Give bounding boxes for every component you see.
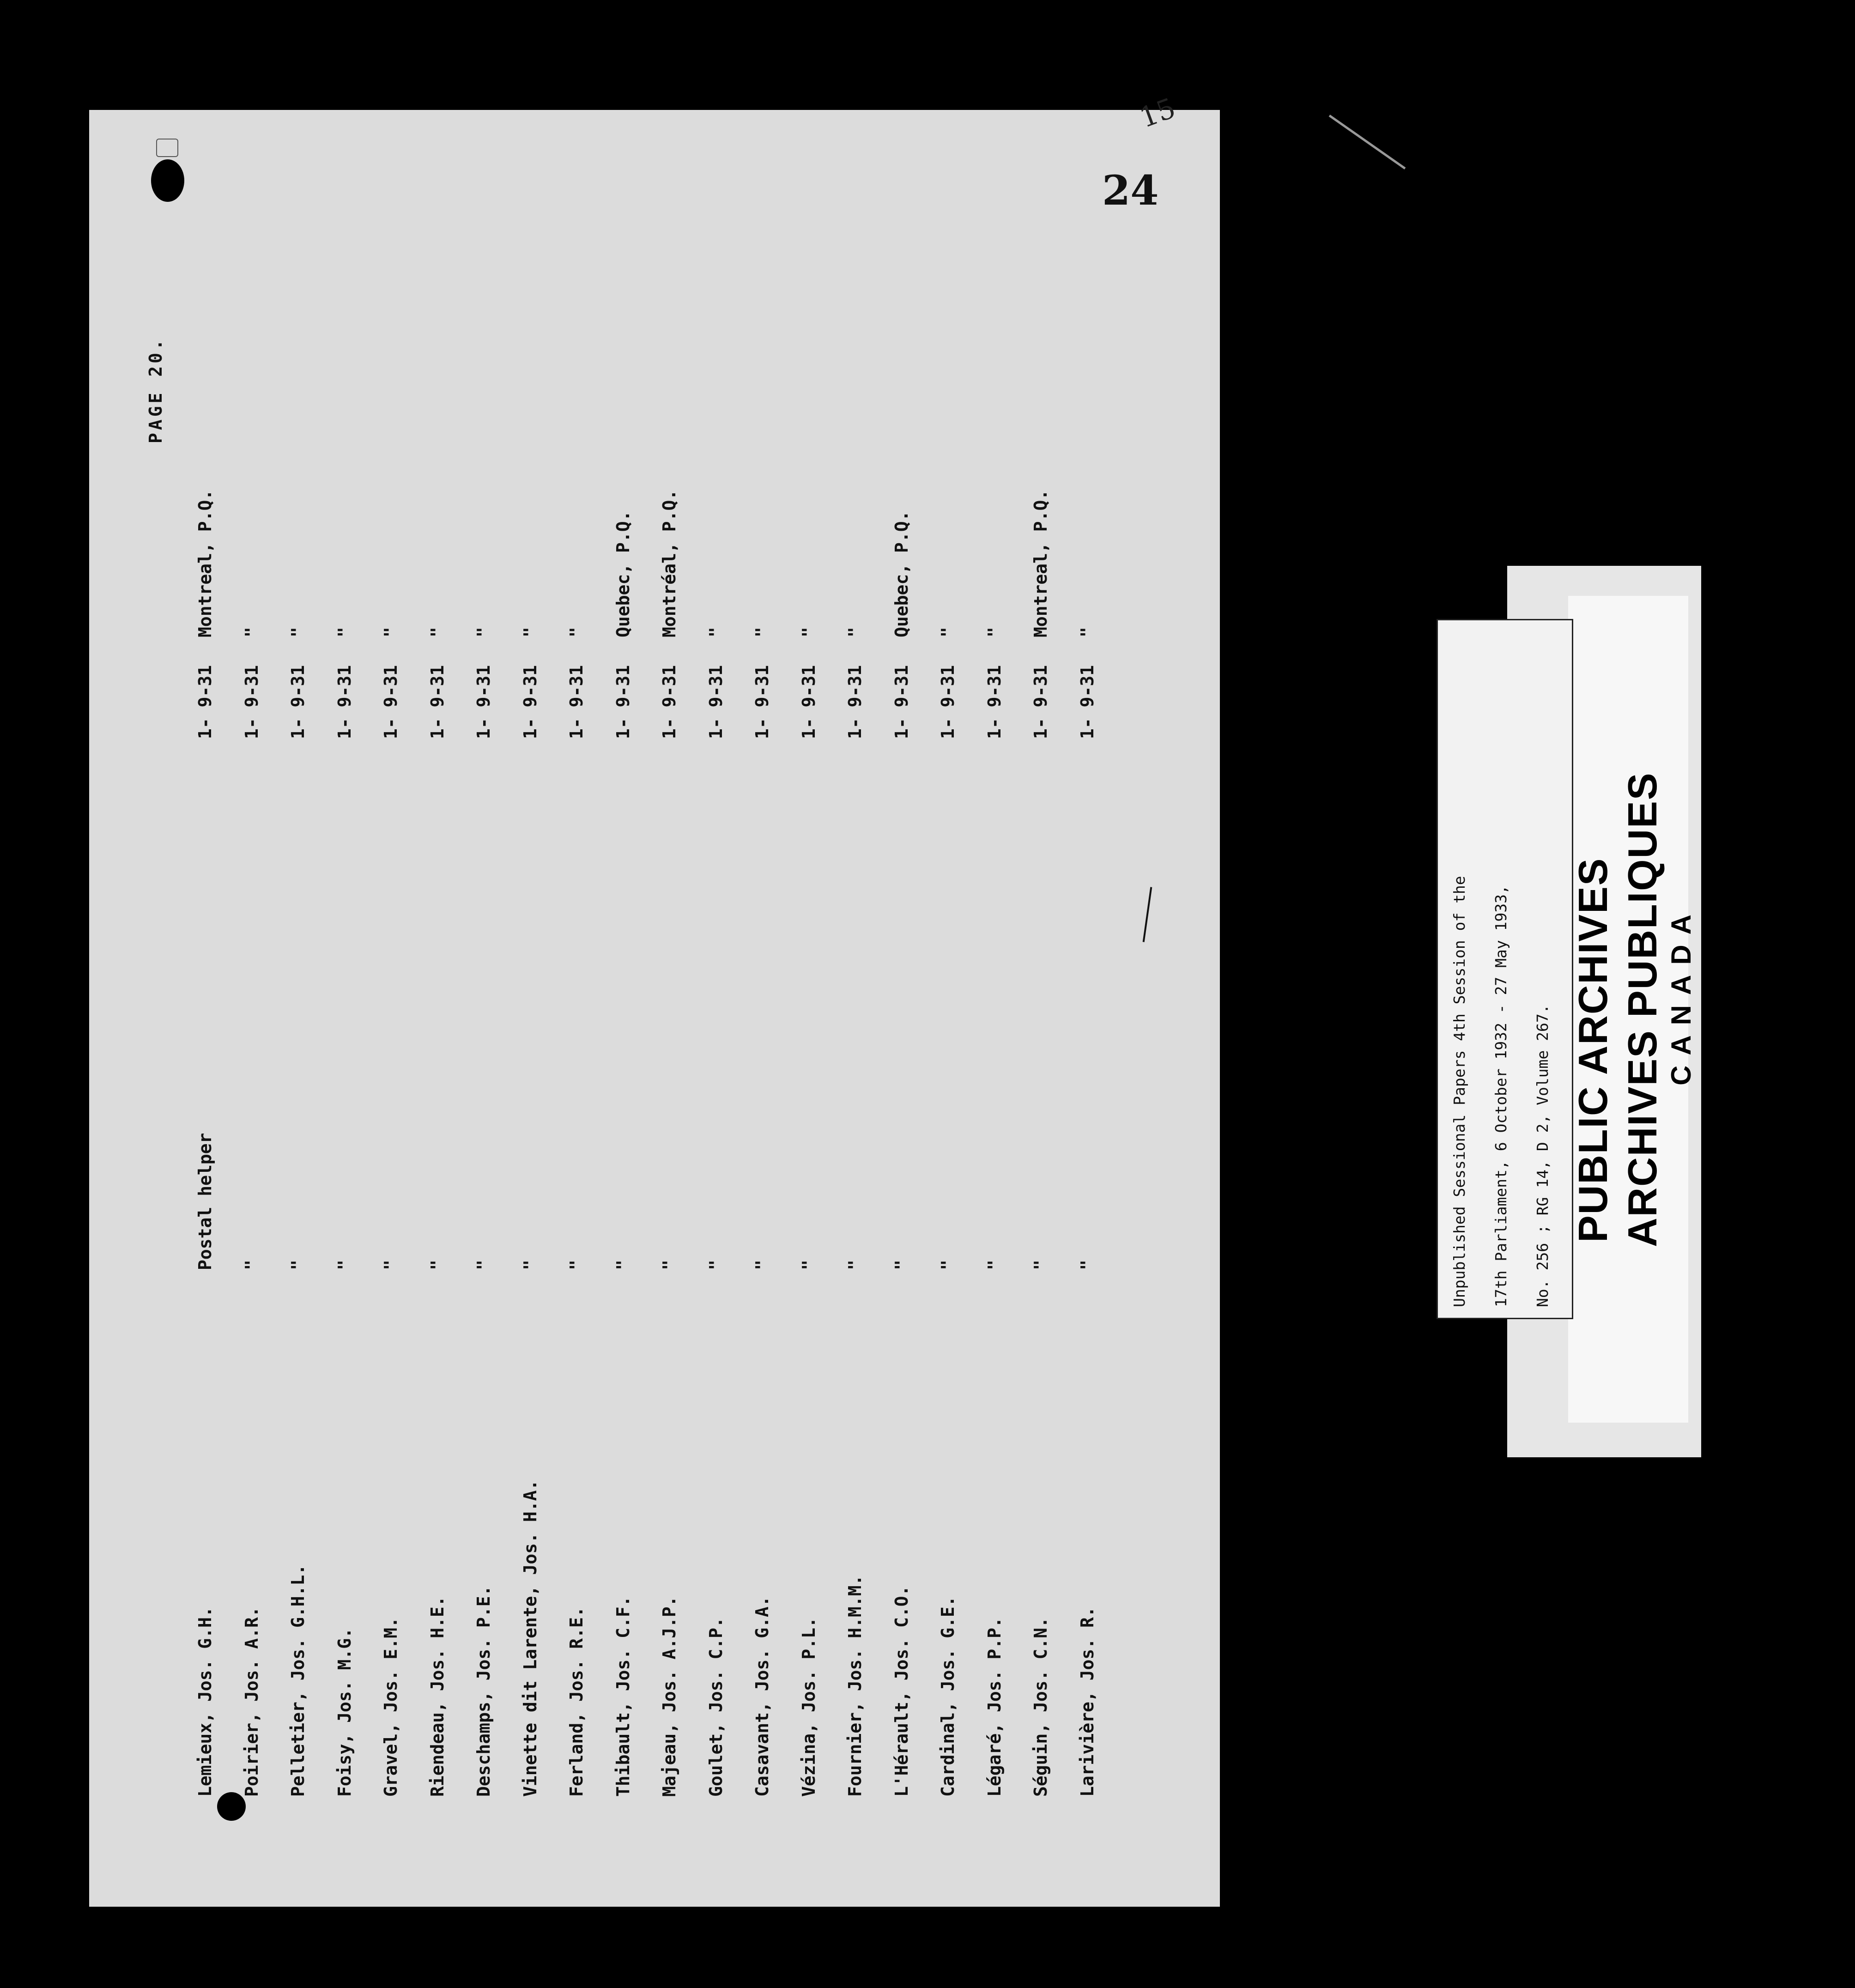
punch-hole-tab	[156, 139, 178, 157]
entry-position-ditto: "	[381, 1260, 401, 1270]
entry-position-ditto: "	[566, 1260, 587, 1270]
entry-place: "	[938, 627, 958, 637]
entry-place: "	[288, 627, 308, 637]
entry-position-ditto: "	[1077, 1260, 1097, 1270]
page-stamp-number: 24	[1102, 166, 1159, 214]
entry-place: "	[984, 627, 1005, 637]
entry-name: Poirier, Jos. A.R.	[241, 1606, 262, 1797]
entry-name: Séguin, Jos. C.N.	[1031, 1617, 1051, 1797]
entry-date: 1- 9-31	[845, 665, 865, 739]
entry-place: Quebec, P.Q.	[612, 510, 633, 637]
entry-date: 1- 9-31	[752, 665, 772, 739]
entry-place: "	[798, 627, 819, 637]
archive-citation-line: 17th Parliament, 6 October 1932 - 27 May 1933,	[1492, 885, 1510, 1307]
entry-date: 1- 9-31	[612, 665, 633, 739]
entry-date: 1- 9-31	[288, 665, 308, 739]
entry-position-ditto: "	[473, 1260, 494, 1270]
entry-place: "	[705, 627, 726, 637]
entry-date: 1- 9-31	[891, 665, 912, 739]
entry-place: "	[473, 627, 494, 637]
entry-name: Gravel, Jos. E.M.	[381, 1617, 401, 1797]
entry-name: Légaré, Jos. P.P.	[984, 1617, 1005, 1797]
entry-name: L'Hérault, Jos. C.O.	[891, 1585, 912, 1797]
entry-name: Vinette dit Larente, Jos. H.A.	[520, 1479, 540, 1797]
archive-citation-line: No. 256 ; RG 14, D 2, Volume 267.	[1534, 1004, 1552, 1307]
entry-position-ditto: "	[705, 1260, 726, 1270]
entry-place: "	[241, 627, 262, 637]
entry-date: 1- 9-31	[659, 665, 679, 739]
archive-stamp-line: PUBLIC ARCHIVES	[1570, 857, 1616, 1242]
archive-citation-line: Unpublished Sessional Papers 4th Session of the	[1450, 876, 1468, 1307]
entry-place: "	[520, 627, 540, 637]
entry-name: Vézina, Jos. P.L.	[798, 1617, 819, 1797]
entry-place: "	[566, 627, 587, 637]
entry-name: Riendeau, Jos. H.E.	[427, 1596, 448, 1797]
punch-hole	[151, 159, 184, 202]
entry-position-ditto: "	[427, 1260, 448, 1270]
entry-position-ditto: "	[798, 1260, 819, 1270]
entry-name: Pelletier, Jos. G.H.L.	[288, 1564, 308, 1797]
entry-date: 1- 9-31	[1031, 665, 1051, 739]
entry-date: 1- 9-31	[427, 665, 448, 739]
entry-place: Montreal, P.Q.	[195, 489, 215, 637]
entry-name: Foisy, Jos. M.G.	[334, 1627, 355, 1797]
entry-position-ditto: "	[520, 1260, 540, 1270]
entry-place: Quebec, P.Q.	[891, 510, 912, 637]
entry-name: Fournier, Jos. H.M.M.	[845, 1575, 865, 1797]
entry-place: Montréal, P.Q.	[659, 489, 679, 637]
entry-name: Majeau, Jos. A.J.P.	[659, 1596, 679, 1797]
entry-date: 1- 9-31	[984, 665, 1005, 739]
pencil-mark: 15	[1135, 92, 1180, 134]
entry-date: 1- 9-31	[566, 665, 587, 739]
entry-position-ditto: "	[891, 1260, 912, 1270]
entry-name: Ferland, Jos. R.E.	[566, 1606, 587, 1797]
entry-place: "	[1077, 627, 1097, 637]
entry-position-ditto: "	[752, 1260, 772, 1270]
entry-place: "	[752, 627, 772, 637]
entry-position-ditto: "	[1031, 1260, 1051, 1270]
entry-position-ditto: "	[612, 1260, 633, 1270]
entry-date: 1- 9-31	[1077, 665, 1097, 739]
entry-name: Goulet, Jos. C.P.	[705, 1617, 726, 1797]
entry-date: 1- 9-31	[938, 665, 958, 739]
entry-place: "	[427, 627, 448, 637]
page-label: PAGE 20.	[145, 336, 166, 443]
entry-place: Montreal, P.Q.	[1031, 489, 1051, 637]
archive-stamp-line: ARCHIVES PUBLIQUES	[1619, 772, 1665, 1247]
entry-name: Deschamps, Jos. P.E.	[473, 1585, 494, 1797]
entry-name: Thibault, Jos. C.F.	[612, 1596, 633, 1797]
entry-date: 1- 9-31	[241, 665, 262, 739]
entry-place: "	[381, 627, 401, 637]
entry-date: 1- 9-31	[473, 665, 494, 739]
entry-position-ditto: "	[241, 1260, 262, 1270]
entry-place: "	[334, 627, 355, 637]
entry-name: Cardinal, Jos. G.E.	[938, 1596, 958, 1797]
entry-place: "	[845, 627, 865, 637]
entry-name: Larivière, Jos. R.	[1077, 1606, 1097, 1797]
entry-position: Postal helper	[195, 1133, 215, 1270]
entry-date: 1- 9-31	[520, 665, 540, 739]
entry-date: 1- 9-31	[381, 665, 401, 739]
entry-position-ditto: "	[288, 1260, 308, 1270]
entry-date: 1- 9-31	[705, 665, 726, 739]
entry-date: 1- 9-31	[334, 665, 355, 739]
entry-position-ditto: "	[984, 1260, 1005, 1270]
entry-position-ditto: "	[659, 1260, 679, 1270]
entry-date: 1- 9-31	[798, 665, 819, 739]
entry-position-ditto: "	[938, 1260, 958, 1270]
archive-stamp-line: CANADA	[1666, 904, 1697, 1085]
entry-position-ditto: "	[845, 1260, 865, 1270]
entry-position-ditto: "	[334, 1260, 355, 1270]
scratch-mark	[1329, 115, 1406, 170]
entry-name: Lemieux, Jos. G.H.	[195, 1606, 215, 1797]
entry-name: Casavant, Jos. G.A.	[752, 1596, 772, 1797]
entry-date: 1- 9-31	[195, 665, 215, 739]
